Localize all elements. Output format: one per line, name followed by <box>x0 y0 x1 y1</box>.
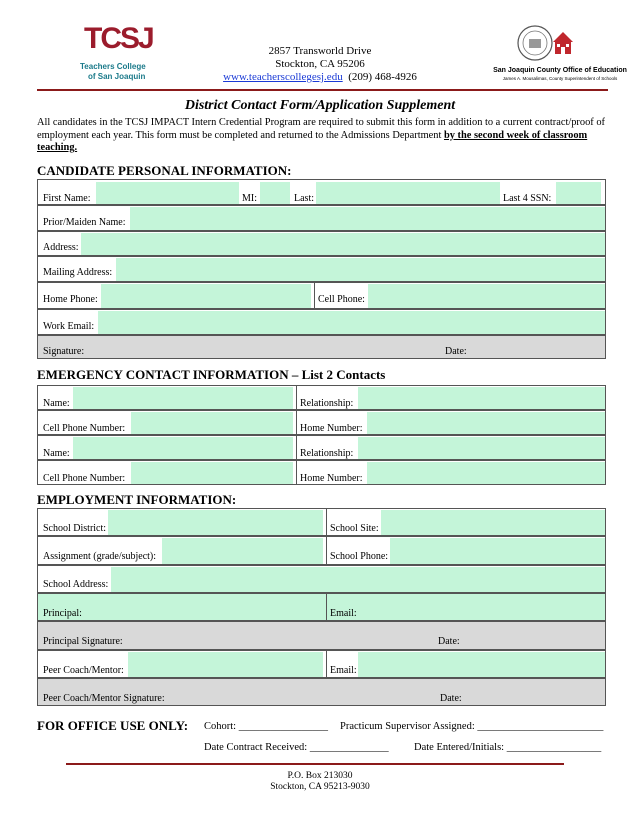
personal-row-address <box>37 231 606 256</box>
principal-date-label: Date: <box>438 636 460 647</box>
relationship-field-2[interactable] <box>358 437 605 459</box>
employment-row-coach-sig[interactable] <box>37 678 606 706</box>
personal-row-phones <box>37 282 606 309</box>
signature-date-label: Date: <box>445 346 467 357</box>
footer-line2: Stockton, CA 95213-9030 <box>270 782 370 792</box>
emergency-row-1 <box>37 385 606 410</box>
district-field[interactable] <box>108 510 323 535</box>
emergency-cell-label: Cell Phone Number: <box>43 423 126 434</box>
maiden-label: Prior/Maiden Name: <box>43 217 126 228</box>
first-name-field[interactable] <box>96 182 239 204</box>
address-block <box>190 45 450 84</box>
emergency-home-field-1[interactable] <box>367 412 605 434</box>
address-line1: 2857 Transworld Drive <box>268 45 372 57</box>
divider <box>326 594 327 620</box>
divider <box>296 461 297 484</box>
address-label: Address: <box>43 242 79 253</box>
footer-line1: P.O. Box 213030 <box>287 771 353 781</box>
first-name-label: First Name: <box>43 193 91 204</box>
emergency-home-label: Home Number: <box>300 423 363 434</box>
personal-row-name <box>37 179 606 205</box>
cell-phone-label: Cell Phone: <box>318 294 365 305</box>
personal-heading: CANDIDATE PERSONAL INFORMATION: <box>37 163 292 178</box>
coach-email-label: Email: <box>330 665 357 676</box>
school-phone-label: School Phone: <box>330 551 389 562</box>
tcsj-logo-mark: TCSJ <box>84 22 153 55</box>
form-title: District Contact Form/Application Supplement <box>184 98 456 113</box>
mi-field[interactable] <box>260 182 290 204</box>
header-divider <box>37 89 608 91</box>
emergency-cell-field-2[interactable] <box>131 462 293 484</box>
divider <box>326 651 327 677</box>
coach-label: Peer Coach/Mentor: <box>43 665 124 676</box>
office-supervisor: Practicum Supervisor Assigned: ________________________ <box>340 721 604 732</box>
ssn-field[interactable] <box>556 182 601 204</box>
intro-deadline: by the second week of classroom teaching. <box>37 129 588 153</box>
office-contract: Date Contract Received: _______________ <box>204 742 389 753</box>
emergency-cell-label: Cell Phone Number: <box>43 473 126 484</box>
emergency-name-field-2[interactable] <box>73 437 293 459</box>
emergency-cell-field-1[interactable] <box>131 412 293 434</box>
employment-row-assignment <box>37 536 606 565</box>
emergency-row-4 <box>37 460 606 485</box>
emergency-home-field-2[interactable] <box>367 462 605 484</box>
principal-email-field[interactable] <box>358 595 605 620</box>
principal-email-label: Email: <box>330 608 357 619</box>
sjcoe-sub: James A. Mousalimas, County Superintendent of Schools <box>502 76 618 81</box>
footer-divider <box>66 763 564 765</box>
mi-label: MI: <box>242 193 257 204</box>
coach-date-label: Date: <box>440 693 462 704</box>
employment-row-district <box>37 508 606 536</box>
relationship-label: Relationship: <box>300 448 354 459</box>
emergency-heading: EMERGENCY CONTACT INFORMATION – List 2 Contacts <box>37 367 386 382</box>
emergency-home-label: Home Number: <box>300 473 363 484</box>
emergency-name-label: Name: <box>43 448 70 459</box>
employment-heading: EMPLOYMENT INFORMATION: <box>37 492 237 507</box>
coach-email-field[interactable] <box>358 652 605 677</box>
emergency-row-2 <box>37 410 606 435</box>
emergency-name-field-1[interactable] <box>73 387 293 409</box>
cell-phone-field[interactable] <box>368 284 605 308</box>
coach-field[interactable] <box>128 652 323 677</box>
address-line2: Stockton, CA 95206 <box>275 58 365 70</box>
tcsj-logo <box>78 22 153 84</box>
office-cohort: Cohort: _________________ <box>204 721 328 732</box>
work-email-label: Work Email: <box>43 321 95 332</box>
ssn-label: Last 4 SSN: <box>503 193 552 204</box>
personal-row-maiden <box>37 205 606 231</box>
relationship-field-1[interactable] <box>358 387 605 409</box>
signature-label: Signature: <box>43 346 85 357</box>
home-phone-field[interactable] <box>101 284 311 308</box>
principal-field[interactable] <box>84 595 323 620</box>
district-label: School District: <box>43 523 107 534</box>
emergency-name-label: Name: <box>43 398 70 409</box>
tcsj-logo-line2: of San Joaquin <box>88 72 146 81</box>
work-email-field[interactable] <box>98 311 605 334</box>
divider <box>326 537 327 564</box>
employment-row-address <box>37 565 606 593</box>
relationship-label: Relationship: <box>300 398 354 409</box>
divider <box>314 283 315 308</box>
divider <box>296 411 297 434</box>
office-heading: FOR OFFICE USE ONLY: <box>37 718 189 733</box>
employment-row-coach <box>37 650 606 678</box>
mailing-label: Mailing Address: <box>43 267 113 278</box>
divider <box>296 386 297 409</box>
site-label: School Site: <box>330 523 379 534</box>
last-name-field[interactable] <box>316 182 500 204</box>
personal-row-signature[interactable] <box>37 335 606 359</box>
assignment-label: Assignment (grade/subject): <box>43 551 157 562</box>
phone-number: (209) 468-4926 <box>348 71 417 83</box>
website-link[interactable]: www.teacherscollegesj.edu <box>223 71 343 83</box>
divider <box>296 436 297 459</box>
sjcoe-seal-icon <box>505 22 615 64</box>
office-entered: Date Entered/Initials: __________________ <box>414 742 602 753</box>
home-phone-label: Home Phone: <box>43 294 98 305</box>
assignment-field[interactable] <box>162 538 323 564</box>
site-field[interactable] <box>381 510 605 535</box>
footer-address <box>0 771 640 793</box>
personal-row-mailing <box>37 256 606 282</box>
sjcoe-logo <box>493 22 627 84</box>
coach-signature-label: Peer Coach/Mentor Signature: <box>43 693 165 704</box>
mailing-field[interactable] <box>116 258 605 281</box>
principal-label: Principal: <box>43 608 82 619</box>
school-address-label: School Address: <box>43 579 109 590</box>
sjcoe-name: San Joaquin County Office of Education <box>493 67 627 74</box>
principal-signature-label: Principal Signature: <box>43 636 123 647</box>
address-field[interactable] <box>81 233 605 255</box>
intro-text: All candidates in the TCSJ IMPACT Intern Credential Program are required to submit this form in addition to a current contract/proof of employment each year. This form must be completed and returned to the Admissions Department <box>37 117 605 141</box>
intro-paragraph <box>37 117 609 155</box>
school-address-field[interactable] <box>111 567 605 592</box>
tcsj-logo-line1: Teachers College <box>80 62 146 71</box>
last-label: Last: <box>294 193 314 204</box>
school-phone-field[interactable] <box>390 538 605 564</box>
personal-row-email <box>37 309 606 335</box>
maiden-field[interactable] <box>130 207 605 230</box>
divider <box>326 509 327 535</box>
employment-row-principal-sig[interactable] <box>37 621 606 650</box>
employment-row-principal <box>37 593 606 621</box>
emergency-row-3 <box>37 435 606 460</box>
